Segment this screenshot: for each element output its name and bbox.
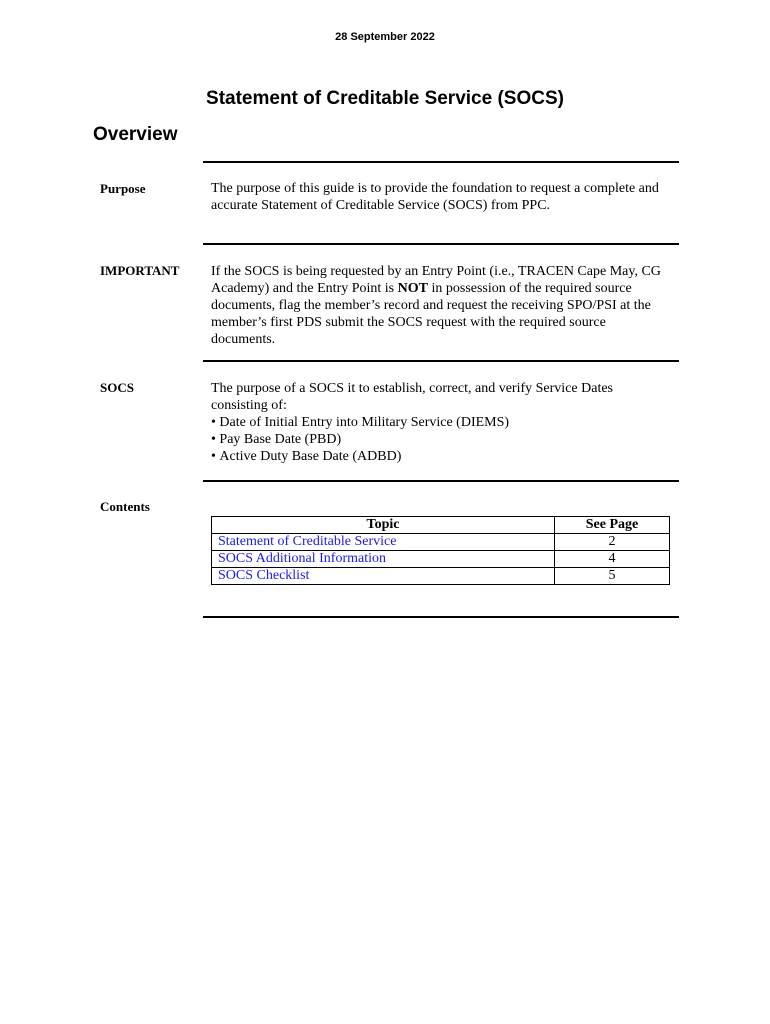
contents-label: Contents <box>100 499 150 514</box>
table-cell-topic <box>212 534 555 551</box>
table-row <box>212 551 670 568</box>
table-header-row <box>212 517 670 534</box>
table-cell-page: 2 <box>555 534 670 551</box>
divider-rule <box>203 480 679 482</box>
document-date: 28 September 2022 <box>335 31 435 43</box>
service-dates-list <box>211 414 671 465</box>
purpose-paragraph: The purpose of this guide is to provide the foundation to request a complete and accurate Statement of Creditable Service (SOCS) from PPC. <box>211 181 659 213</box>
purpose-text <box>211 180 671 214</box>
table-row <box>212 534 670 551</box>
table-cell-topic <box>212 568 555 585</box>
divider-rule <box>203 616 679 618</box>
important-text <box>211 263 671 348</box>
important-paragraph <box>211 263 671 348</box>
socs-label: SOCS <box>100 380 134 395</box>
column-header-see-page: See Page <box>555 517 670 534</box>
list-item: • Pay Base Date (PBD) <box>211 431 671 448</box>
topic-link-socs-checklist[interactable]: SOCS Checklist <box>218 568 310 583</box>
table-cell-page: 4 <box>555 551 670 568</box>
important-emphasis: NOT <box>397 281 428 296</box>
important-text-end: in possession of the required source documents, flag the member’s record and request the receiving SPO/PSI at the member’s first PDS submit the SOCS request with the required source documents. <box>211 281 651 347</box>
important-text-start: If the SOCS is being requested by an Entry Point (i.e., TRACEN Cape May, CG Academy) and the Entry Point is <box>211 264 661 296</box>
socs-intro: The purpose of a SOCS it to establish, correct, and verify Service Dates consisting of: <box>211 381 614 413</box>
table-cell-topic <box>212 551 555 568</box>
divider-rule <box>203 360 679 362</box>
purpose-label: Purpose <box>100 181 146 196</box>
divider-rule <box>203 243 679 245</box>
document-title: Statement of Creditable Service (SOCS) <box>206 88 564 109</box>
topic-link-statement-of-creditable-service[interactable]: Statement of Creditable Service <box>218 534 397 549</box>
important-label: IMPORTANT <box>100 263 180 278</box>
section-heading-overview: Overview <box>93 124 178 145</box>
list-item: • Active Duty Base Date (ADBD) <box>211 448 671 465</box>
contents-table <box>211 516 670 585</box>
table-cell-page: 5 <box>555 568 670 585</box>
table-row <box>212 568 670 585</box>
topic-link-socs-additional-information[interactable]: SOCS Additional Information <box>218 551 386 566</box>
divider-rule <box>203 161 679 163</box>
column-header-topic: Topic <box>212 517 555 534</box>
socs-text <box>211 380 671 465</box>
list-item: • Date of Initial Entry into Military Service (DIEMS) <box>211 414 671 431</box>
